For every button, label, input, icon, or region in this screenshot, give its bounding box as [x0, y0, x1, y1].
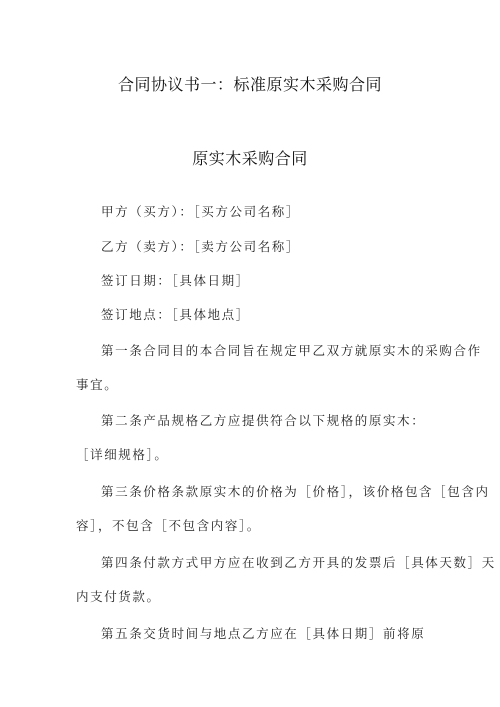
article1-line1: 第一条合同目的本合同旨在规定甲乙双方就原实木的采购合作 [101, 343, 482, 358]
article2-line2: ［详细规格］。 [76, 447, 169, 462]
article4-line2: 内支付货款。 [76, 589, 161, 604]
buyer-line: 甲方（买方）：［买方公司名称］ [101, 204, 301, 219]
sign-place-line: 签订地点：［具体地点］ [101, 307, 250, 322]
article1-line2: 事宜。 [76, 377, 119, 392]
article2-line1: 第二条产品规格乙方应提供符合以下规格的原实木： [101, 413, 426, 428]
contract-title: 原实木采购合同 [192, 149, 308, 168]
article5-line1: 第五条交货时间与地点乙方应在［具体日期］前将原 [101, 626, 426, 641]
article3-line2: 容］，不包含［不包含内容］。 [76, 518, 261, 533]
article3-line1: 第三条价格条款原实木的价格为［价格］，该价格包含［包含内 [101, 484, 490, 499]
article4-line1: 第四条付款方式甲方应在收到乙方开具的发票后［具体天数］天 [101, 555, 496, 570]
sign-date-line: 签订日期：［具体日期］ [101, 273, 250, 288]
seller-line: 乙方（卖方）：［卖方公司名称］ [101, 239, 301, 254]
document-heading: 合同协议书一：标准原实木采购合同 [117, 75, 382, 94]
